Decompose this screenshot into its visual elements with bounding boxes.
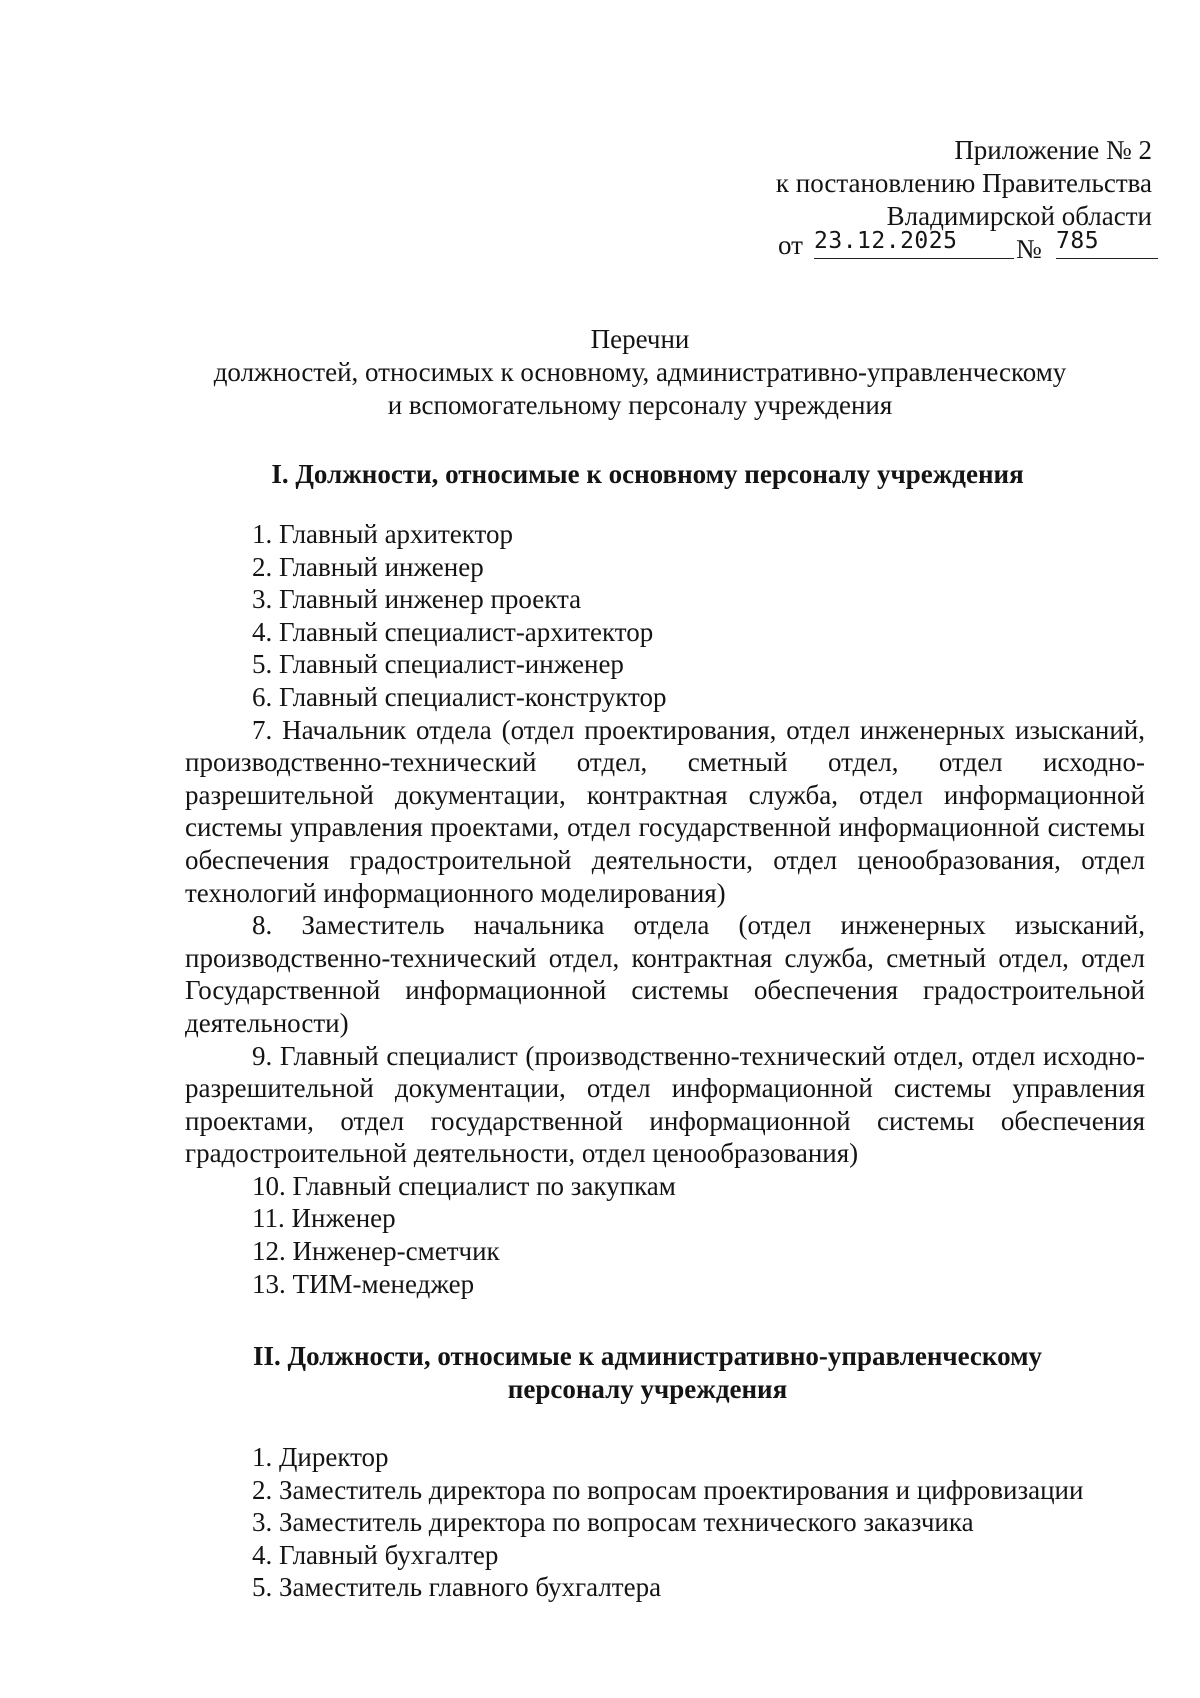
list-item: 1. Главный архитектор (252, 519, 513, 549)
list-item: 12. Инженер-сметчик (252, 1236, 500, 1267)
list-item: 10. Главный специалист по закупкам (252, 1170, 676, 1201)
number-sign: № (1016, 234, 1042, 264)
appendix-region: Владимирской области (886, 201, 1152, 231)
section-1-list (185, 518, 1145, 1300)
section-1-heading-text: I. Должности, относимые к основному персоналу учреждения (271, 459, 1024, 489)
title-line-3: и вспомогательному персоналу учреждения (387, 390, 893, 420)
document-title (180, 323, 1100, 422)
list-item: 1. Директор (252, 1442, 389, 1472)
list-item: 3. Главный инженер проекта (252, 584, 582, 615)
list-item: 2. Заместитель директора по вопросам проектирования и цифровизации (252, 1474, 1084, 1505)
date-prefix: от (778, 230, 803, 260)
list-item: 5. Главный специалист-инженер (252, 649, 624, 680)
section-2-heading-line-1: II. Должности, относимые к административно-управленческому (253, 1341, 1042, 1371)
section-2-list (185, 1441, 1145, 1604)
list-item: 11. Инженер (252, 1203, 396, 1234)
list-item: 4. Главный бухгалтер (252, 1539, 499, 1570)
list-item: 9. Главный специалист (производственно-технический отдел, отдел исходно-разрешительной документации, отдел информационной системы управления проектами, отдел государственной информационной системы обеспечения градостроительной деятельности, отдел ценообразования) (185, 1040, 1145, 1169)
list-item: 3. Заместитель директора по вопросам технического заказчика (252, 1507, 974, 1538)
decree-number: 785 (1056, 228, 1158, 259)
appendix-block (776, 134, 1152, 233)
title-line-2: должностей, относимых к основному, административно-управленческому (213, 357, 1067, 387)
title-line-1: Перечни (590, 324, 690, 354)
list-item: 5. Заместитель главного бухгалтера (252, 1572, 662, 1603)
section-2-heading (180, 1340, 1115, 1406)
list-item: 8. Заместитель начальника отдела (отдел инженерных изысканий, производственно-технический отдел, контрактная служба, сметный отдел, отдел Государственной информационной системы обеспечения градостроительной деятельности) (185, 910, 1145, 1038)
list-item: 7. Начальник отдела (отдел проектирования, отдел инженерных изысканий, производственно-технический отдел, сметный отдел, отдел исходно-разрешительной документации, контрактная служба, отдел информационной системы управления проектами, отдел государственной информационной системы обеспечения градостроительной деятельности, отдел ценообразования, отдел технологий информационного моделирования) (185, 714, 1145, 908)
section-2-heading-line-2: персоналу учреждения (507, 1374, 788, 1404)
section-1-heading (180, 458, 1115, 491)
list-item: 4. Главный специалист-архитектор (252, 616, 654, 647)
list-item: 2. Главный инженер (252, 551, 484, 582)
list-item: 6. Главный специалист-конструктор (252, 681, 667, 712)
decree-date: 23.12.2025 (814, 228, 1014, 259)
list-item: 13. ТИМ-менеджер (252, 1268, 475, 1299)
appendix-number: Приложение № 2 (954, 135, 1152, 165)
appendix-decree-ref: к постановлению Правительства (775, 168, 1152, 198)
decree-date-number-line (778, 230, 1153, 264)
